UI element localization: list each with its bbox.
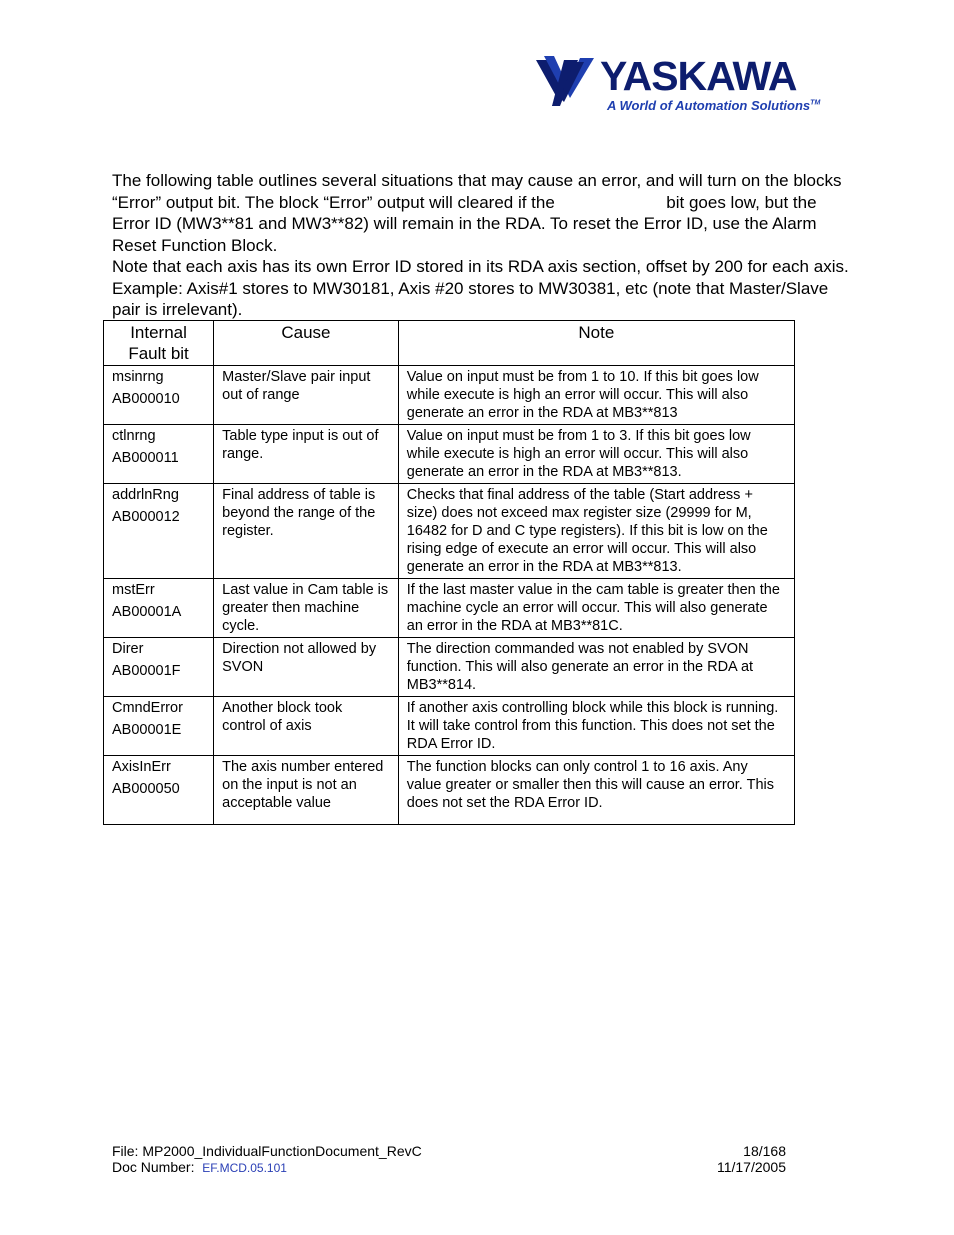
cause-cell: Master/Slave pair input out of range xyxy=(214,366,399,425)
cause-cell: Final address of table is beyond the range of the register. xyxy=(214,484,399,579)
logo-wordmark: YASKAWA xyxy=(600,53,797,99)
fault-bit-cell xyxy=(104,425,214,484)
trademark-mark: TM xyxy=(810,99,821,107)
cause-cell: Direction not allowed by SVON xyxy=(214,638,399,697)
table-row xyxy=(104,756,795,825)
footer-page-number: 18/168 xyxy=(743,1143,786,1159)
fault-bit-name: mstErr xyxy=(112,582,155,598)
fault-bit-cell xyxy=(104,579,214,638)
fault-bit-name: CmndError xyxy=(112,700,183,716)
yaskawa-logo xyxy=(534,52,824,122)
fault-bit-name: AxisInErr xyxy=(112,759,171,775)
logo-tagline: A World of Automation Solutions™ xyxy=(607,98,821,113)
fault-bit-name: ctlnrng xyxy=(112,428,156,444)
header-note: Note xyxy=(398,321,794,366)
note-cell: Value on input must be from 1 to 10. If this bit goes low while execute is high an error will occur. This will also generate an error in the RDA at MB3**813 xyxy=(398,366,794,425)
intro-paragraph-1: The following table outlines several situations that may cause an error, and will turn on the blocks “Error” output bit. The block “Error” output will cleared if the bit goes low, but the Error ID (MW3**81 and MW3**82) will remain in the RDA. To reset the Error ID, use the Alarm Reset Function Block. xyxy=(112,171,842,255)
cause-cell: Last value in Cam table is greater then machine cycle. xyxy=(214,579,399,638)
table-row xyxy=(104,425,795,484)
note-cell: If the last master value in the cam table is greater then the machine cycle an error will occur. This will also generate an error in the RDA at MB3**81C. xyxy=(398,579,794,638)
cause-cell: Table type input is out of range. xyxy=(214,425,399,484)
note-cell: If another axis controlling block while this block is running. It will take control from this function. This does not set the RDA Error ID. xyxy=(398,697,794,756)
table-row xyxy=(104,366,795,425)
fault-bit-cell xyxy=(104,484,214,579)
fault-bit-name: addrlnRng xyxy=(112,487,179,503)
fault-table xyxy=(103,320,795,825)
fault-bit-address: AB000012 xyxy=(112,509,180,525)
fault-bit-address: AB000010 xyxy=(112,391,180,407)
fault-bit-address: AB000050 xyxy=(112,781,180,797)
note-cell: The direction commanded was not enabled by SVON function. This will also generate an error in the RDA at MB3**814. xyxy=(398,638,794,697)
footer-file: File: MP2000_IndividualFunctionDocument_RevC xyxy=(112,1143,422,1159)
table-row xyxy=(104,697,795,756)
header-internal-fault-bit: Internal Fault bit xyxy=(104,321,214,366)
cause-cell: Another block took control of axis xyxy=(214,697,399,756)
table-row xyxy=(104,484,795,579)
note-cell: Checks that final address of the table (Start address + size) does not exceed max register size (29999 for M, 16482 for D and C type registers). If this bit is low on the rising edge of execute an error will occur. This will also generate an error in the RDA at MB3**813. xyxy=(398,484,794,579)
note-cell: Value on input must be from 1 to 3. If this bit goes low while execute is high an error will occur. This will also generate an error in the RDA at MB3**813. xyxy=(398,425,794,484)
intro-text xyxy=(112,170,852,321)
fault-bit-cell xyxy=(104,366,214,425)
table-header-row xyxy=(104,321,795,366)
fault-bit-cell xyxy=(104,638,214,697)
fault-table-body xyxy=(104,366,795,825)
fault-bit-cell xyxy=(104,756,214,825)
fault-bit-address: AB000011 xyxy=(112,450,179,466)
table-row xyxy=(104,579,795,638)
page-footer xyxy=(112,1143,786,1176)
footer-doc: Doc Number: EF.MCD.05.101 xyxy=(112,1159,287,1175)
header-cause: Cause xyxy=(214,321,399,366)
fault-bit-address: AB00001A xyxy=(112,604,182,620)
note-cell: The function blocks can only control 1 to 16 axis. Any value greater or smaller then this will cause an error. This does not set the RDA Error ID. xyxy=(398,756,794,825)
fault-bit-name: msinrng xyxy=(112,369,164,385)
fault-bit-cell xyxy=(104,697,214,756)
cause-cell: The axis number entered on the input is not an acceptable value xyxy=(214,756,399,825)
fault-bit-address: AB00001E xyxy=(112,722,182,738)
footer-date: 11/17/2005 xyxy=(716,1159,786,1175)
fault-bit-name: Direr xyxy=(112,641,144,657)
intro-paragraph-2: Note that each axis has its own Error ID stored in its RDA axis section, offset by 200 for each axis. Example: Axis#1 stores to MW30181, Axis #20 stores to MW30381, etc (note that Master/Slave pair is irrelevant). xyxy=(112,257,849,319)
table-row xyxy=(104,638,795,697)
footer-doc-number: EF.MCD.05.101 xyxy=(202,1161,287,1175)
yaskawa-emblem-icon xyxy=(534,54,598,114)
fault-bit-address: AB00001F xyxy=(112,663,181,679)
